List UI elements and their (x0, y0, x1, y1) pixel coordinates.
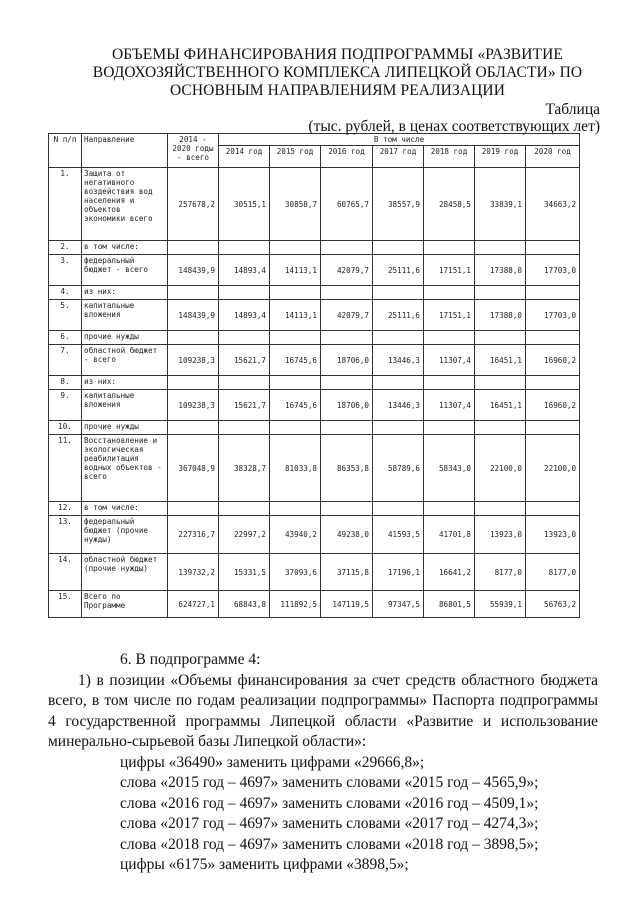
cell-value: 68843,8 (219, 591, 270, 618)
cell-value (270, 421, 321, 435)
row-label: областной бюджет - всего (82, 345, 168, 376)
cell-value: 42079,7 (321, 255, 373, 286)
cell-value: 22100,0 (475, 435, 526, 502)
cell-value (475, 421, 526, 435)
row-label: прочие нужды (82, 421, 168, 435)
cell-value (321, 376, 373, 390)
cell-value (219, 286, 270, 300)
cell-value: 56763,2 (526, 591, 580, 618)
table-row (49, 168, 580, 241)
cell-value: 17388,0 (475, 255, 526, 286)
cell-value (321, 241, 373, 255)
table-row (49, 435, 580, 502)
cell-value: 624727,1 (168, 591, 219, 618)
table-row (49, 286, 580, 300)
section-heading: 6. В подпрограмме 4: (120, 651, 261, 668)
cell-value: 13446,3 (373, 345, 424, 376)
cell-value (475, 286, 526, 300)
header-year: 2018 год (424, 146, 475, 168)
cell-value: 227316,7 (168, 516, 219, 554)
cell-value: 16960,2 (526, 390, 580, 421)
cell-value: 17703,0 (526, 300, 580, 331)
cell-value: 148439,9 (168, 300, 219, 331)
cell-value: 17151,1 (424, 255, 475, 286)
amendment-line: слова «2017 год – 4697» заменить словами «2017 год – 4274,3»; (120, 815, 539, 832)
table-row (49, 241, 580, 255)
row-label: в том числе: (82, 502, 168, 516)
cell-value: 13923,0 (475, 516, 526, 554)
header-year: 2019 год (475, 146, 526, 168)
cell-value (526, 376, 580, 390)
cell-value (373, 286, 424, 300)
row-label: из них: (82, 376, 168, 390)
table-row (49, 421, 580, 435)
cell-value: 43940,2 (270, 516, 321, 554)
row-label: федеральный бюджет - всего (82, 255, 168, 286)
row-label: Всего по Программе (82, 591, 168, 618)
cell-value (424, 376, 475, 390)
cell-value: 42079,7 (321, 300, 373, 331)
cell-value (321, 331, 373, 345)
row-number: 13. (49, 516, 82, 554)
cell-value: 41593,5 (373, 516, 424, 554)
header-direction: Направление (82, 134, 168, 168)
row-label: Защита от негативного воздействия вод населения и объектов экономики всего (82, 168, 168, 241)
cell-value: 17151,1 (424, 300, 475, 331)
cell-value: 55939,1 (475, 591, 526, 618)
row-label: федеральный бюджет (прочие нужды) (82, 516, 168, 554)
cell-value: 16451,1 (475, 390, 526, 421)
cell-value: 17703,0 (526, 255, 580, 286)
cell-value: 257678,2 (168, 168, 219, 241)
row-number: 12. (49, 502, 82, 516)
row-number: 4. (49, 286, 82, 300)
cell-value: 58789,6 (373, 435, 424, 502)
cell-value (424, 502, 475, 516)
header-including: В том числе (219, 134, 580, 146)
cell-value: 97347,5 (373, 591, 424, 618)
cell-value (424, 241, 475, 255)
cell-value: 60765,7 (321, 168, 373, 241)
cell-value (219, 241, 270, 255)
cell-value (270, 331, 321, 345)
cell-value: 13446,3 (373, 390, 424, 421)
cell-value (373, 502, 424, 516)
row-number: 7. (49, 345, 82, 376)
cell-value: 28458,5 (424, 168, 475, 241)
row-number: 15. (49, 591, 82, 618)
cell-value (219, 502, 270, 516)
table-caption: Таблица (545, 101, 600, 118)
cell-value: 30515,1 (219, 168, 270, 241)
cell-value (219, 331, 270, 345)
cell-value (526, 421, 580, 435)
cell-value (373, 241, 424, 255)
cell-value (373, 376, 424, 390)
amendment-line: цифры «36490» заменить цифрами «29666,8»; (120, 753, 425, 771)
header-year: 2014 год (219, 146, 270, 168)
cell-value: 14113,1 (270, 255, 321, 286)
row-number: 11. (49, 435, 82, 502)
cell-value (424, 331, 475, 345)
cell-value: 16641,2 (424, 554, 475, 591)
header-year: 2020 год (526, 146, 580, 168)
cell-value (219, 376, 270, 390)
table-row (49, 390, 580, 421)
cell-value: 25111,6 (373, 255, 424, 286)
cell-value: 81033,8 (270, 435, 321, 502)
cell-value (168, 331, 219, 345)
cell-value: 18706,0 (321, 345, 373, 376)
cell-value (168, 286, 219, 300)
cell-value: 37093,6 (270, 554, 321, 591)
amendment-text (48, 650, 598, 876)
amendment-line: цифры «6175» заменить цифрами «3898,5»; (120, 856, 409, 873)
cell-value: 41701,8 (424, 516, 475, 554)
cell-value: 14113,1 (270, 300, 321, 331)
cell-value (168, 376, 219, 390)
cell-value: 86353,8 (321, 435, 373, 502)
table-row (49, 300, 580, 331)
cell-value (270, 286, 321, 300)
cell-value: 15621,7 (219, 345, 270, 376)
row-number: 5. (49, 300, 82, 331)
cell-value: 58343,0 (424, 435, 475, 502)
cell-value: 16745,6 (270, 345, 321, 376)
row-label: Восстановление и экологическая реабилитация водных объектов - всего (82, 435, 168, 502)
cell-value: 16451,1 (475, 345, 526, 376)
cell-value (321, 286, 373, 300)
cell-value (424, 286, 475, 300)
cell-value (270, 376, 321, 390)
cell-value (424, 421, 475, 435)
cell-value: 8177,0 (526, 554, 580, 591)
cell-value: 11307,4 (424, 345, 475, 376)
table-row (49, 376, 580, 390)
financing-table (48, 133, 580, 618)
row-label: капитальные вложения (82, 300, 168, 331)
cell-value: 148439,9 (168, 255, 219, 286)
amendment-paragraph: 1) в позиции «Объемы финансирования за счет средств областного бюджета всего, в том числе по годам реализации подпрограммы» Паспорта подпрограммы 4 государственной программы Липецкой области «Развитие и использование минерально-сырьевой базы Липецкой области»: (48, 671, 598, 750)
cell-value (526, 241, 580, 255)
row-number: 14. (49, 554, 82, 591)
cell-value (270, 241, 321, 255)
cell-value: 33839,1 (475, 168, 526, 241)
cell-value: 8177,0 (475, 554, 526, 591)
cell-value: 34663,2 (526, 168, 580, 241)
cell-value: 38328,7 (219, 435, 270, 502)
cell-value: 15331,5 (219, 554, 270, 591)
row-number: 3. (49, 255, 82, 286)
amendment-line: слова «2018 год – 4697» заменить словами «2018 год – 3898,5»; (120, 835, 539, 853)
cell-value (526, 286, 580, 300)
cell-value: 22100,0 (526, 435, 580, 502)
cell-value (526, 331, 580, 345)
header-year: 2015 год (270, 146, 321, 168)
amendment-line: слова «2016 год – 4697» заменить словами «2016 год – 4509,1»; (120, 794, 539, 812)
cell-value: 22997,2 (219, 516, 270, 554)
cell-value (373, 421, 424, 435)
cell-value (526, 502, 580, 516)
amendment-line: слова «2015 год – 4697» заменить словами «2015 год – 4565,9»; (120, 774, 539, 791)
document-title: ОБЪЕМЫ ФИНАНСИРОВАНИЯ ПОДПРОГРАММЫ «РАЗВИТИЕ ВОДОХОЗЯЙСТВЕННОГО КОМПЛЕКСА ЛИПЕЦКОЙ ОБЛАСТИ» ПО ОСНОВНЫМ НАПРАВЛЕНИЯМ РЕАЛИЗАЦИИ (92, 46, 583, 99)
cell-value: 13923,0 (526, 516, 580, 554)
cell-value (168, 241, 219, 255)
cell-value: 147119,5 (321, 591, 373, 618)
row-label: из них: (82, 286, 168, 300)
row-label: прочие нужды (82, 331, 168, 345)
cell-value: 17196,1 (373, 554, 424, 591)
cell-value (321, 421, 373, 435)
row-number: 1. (49, 168, 82, 241)
cell-value: 11307,4 (424, 390, 475, 421)
header-total: 2014 - 2020 годы - всего (168, 134, 219, 168)
cell-value: 18706,0 (321, 390, 373, 421)
cell-value: 17388,0 (475, 300, 526, 331)
table-row (49, 345, 580, 376)
cell-value: 367048,9 (168, 435, 219, 502)
cell-value (270, 502, 321, 516)
cell-value: 15621,7 (219, 390, 270, 421)
cell-value (475, 241, 526, 255)
header-num: N п/п (49, 134, 82, 168)
cell-value: 49238,0 (321, 516, 373, 554)
table-row (49, 255, 580, 286)
header-year: 2017 год (373, 146, 424, 168)
row-number: 10. (49, 421, 82, 435)
cell-value (475, 376, 526, 390)
cell-value (321, 502, 373, 516)
row-number: 6. (49, 331, 82, 345)
cell-value (475, 502, 526, 516)
cell-value (168, 421, 219, 435)
row-number: 9. (49, 390, 82, 421)
table-row (49, 502, 580, 516)
cell-value: 37115,8 (321, 554, 373, 591)
header-year: 2016 год (321, 146, 373, 168)
cell-value: 30858,7 (270, 168, 321, 241)
cell-value: 14893,4 (219, 255, 270, 286)
row-label: капитальные вложения (82, 390, 168, 421)
table-row (49, 331, 580, 345)
cell-value: 109238,3 (168, 390, 219, 421)
table-row (49, 516, 580, 554)
units-note: (тыс. рублей, в ценах соответствующих лет) (308, 118, 600, 135)
cell-value: 16960,2 (526, 345, 580, 376)
cell-value: 86801,5 (424, 591, 475, 618)
cell-value (219, 421, 270, 435)
cell-value: 139732,2 (168, 554, 219, 591)
cell-value: 25111,6 (373, 300, 424, 331)
table-row (49, 554, 580, 591)
table-row (49, 591, 580, 618)
row-number: 8. (49, 376, 82, 390)
cell-value (168, 502, 219, 516)
cell-value: 16745,6 (270, 390, 321, 421)
cell-value: 111892,5 (270, 591, 321, 618)
row-number: 2. (49, 241, 82, 255)
cell-value: 38557,9 (373, 168, 424, 241)
cell-value (475, 331, 526, 345)
row-label: областной бюджет (прочие нужды) (82, 554, 168, 591)
row-label: в том числе: (82, 241, 168, 255)
cell-value: 14893,4 (219, 300, 270, 331)
cell-value (373, 331, 424, 345)
cell-value: 109238,3 (168, 345, 219, 376)
